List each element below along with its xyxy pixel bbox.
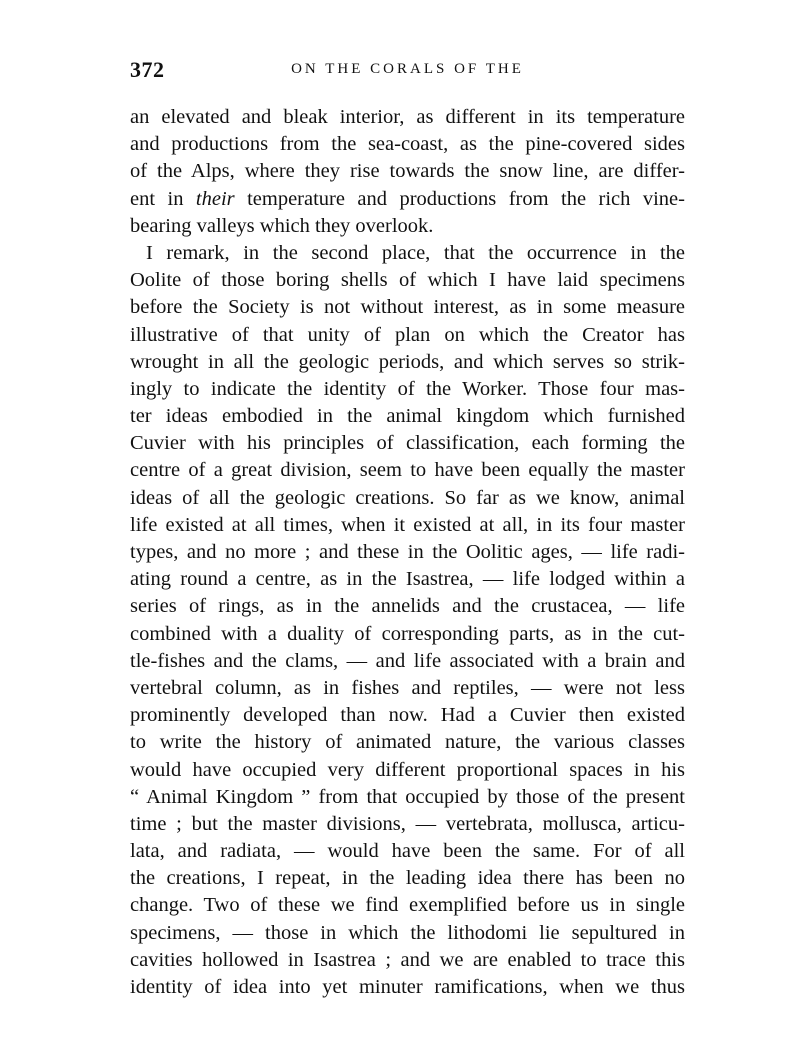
text-line: ating round a centre, as in the Isastrea, — life lodged within a bbox=[130, 568, 685, 591]
text-line: life existed at all times, when it existed at all, in its four master bbox=[130, 513, 685, 536]
text-line: specimens, — those in which the lithodomi lie sepultured in bbox=[130, 921, 685, 944]
text-line: and productions from the sea-coast, as the pine-covered sides bbox=[130, 133, 685, 156]
text-line: prominently developed than now. Had a Cuvier then existed bbox=[130, 704, 685, 727]
text-run: temperature and productions from the rich vine- bbox=[234, 187, 685, 210]
text-line: identity of idea into yet minuter ramifications, when we thus bbox=[130, 976, 685, 998]
body-text bbox=[130, 104, 685, 1001]
text-line: bearing valleys which they overlook. bbox=[130, 214, 434, 237]
text-line: to write the history of animated nature, the various classes bbox=[130, 731, 685, 754]
italic-word: their bbox=[195, 187, 235, 210]
text-line: before the Society is not without interest, as in some measure bbox=[130, 296, 685, 319]
text-line: lata, and radiata, — would have been the same. For of all bbox=[130, 840, 685, 863]
text-line: time ; but the master divisions, — vertebrata, mollusca, articu- bbox=[130, 812, 685, 835]
text-line: Oolite of those boring shells of which I have laid specimens bbox=[130, 269, 685, 292]
text-line bbox=[130, 186, 685, 213]
text-line: would have occupied very different proportional spaces in his bbox=[130, 758, 685, 781]
text-line: ideas of all the geologic creations. So far as we know, animal bbox=[130, 486, 685, 509]
text-line: series of rings, as in the annelids and the crustacea, — life bbox=[130, 595, 685, 618]
running-head: ON THE CORALS OF THE bbox=[291, 61, 524, 77]
text-line: vertebral column, as in fishes and reptiles, — were not less bbox=[130, 676, 685, 699]
text-line: centre of a great division, seem to have been equally the master bbox=[130, 459, 685, 482]
text-line: illustrative of that unity of plan on which the Creator has bbox=[130, 323, 685, 346]
text-line: of the Alps, where they rise towards the snow line, are differ- bbox=[130, 160, 685, 183]
text-line: tle-fishes and the clams, — and life associated with a brain and bbox=[130, 649, 685, 672]
text-line: the creations, I repeat, in the leading idea there has been no bbox=[130, 867, 685, 890]
text-line: types, and no more ; and these in the Oolitic ages, — life radi- bbox=[130, 541, 685, 563]
text-line: I remark, in the second place, that the occurrence in the bbox=[146, 241, 685, 264]
text-line: an elevated and bleak interior, as different in its temperature bbox=[130, 106, 685, 128]
text-line: wrought in all the geologic periods, and which serves so strik- bbox=[130, 350, 685, 373]
text-line: change. Two of these we find exemplified before us in single bbox=[130, 894, 685, 917]
page-number: 372 bbox=[130, 57, 165, 82]
page-header bbox=[130, 57, 685, 87]
text-run: ent in bbox=[130, 187, 196, 210]
text-line: combined with a duality of corresponding parts, as in the cut- bbox=[130, 622, 685, 645]
text-line: ter ideas embodied in the animal kingdom which furnished bbox=[130, 405, 685, 428]
text-line: cavities hollowed in Isastrea ; and we are enabled to trace this bbox=[130, 948, 685, 971]
paragraph bbox=[130, 104, 685, 240]
paragraph bbox=[130, 240, 685, 1001]
text-line: “ Animal Kingdom ” from that occupied by those of the present bbox=[130, 785, 685, 808]
text-line: Cuvier with his principles of classification, each forming the bbox=[130, 432, 685, 455]
text-line: ingly to indicate the identity of the Worker. Those four mas- bbox=[130, 377, 685, 400]
